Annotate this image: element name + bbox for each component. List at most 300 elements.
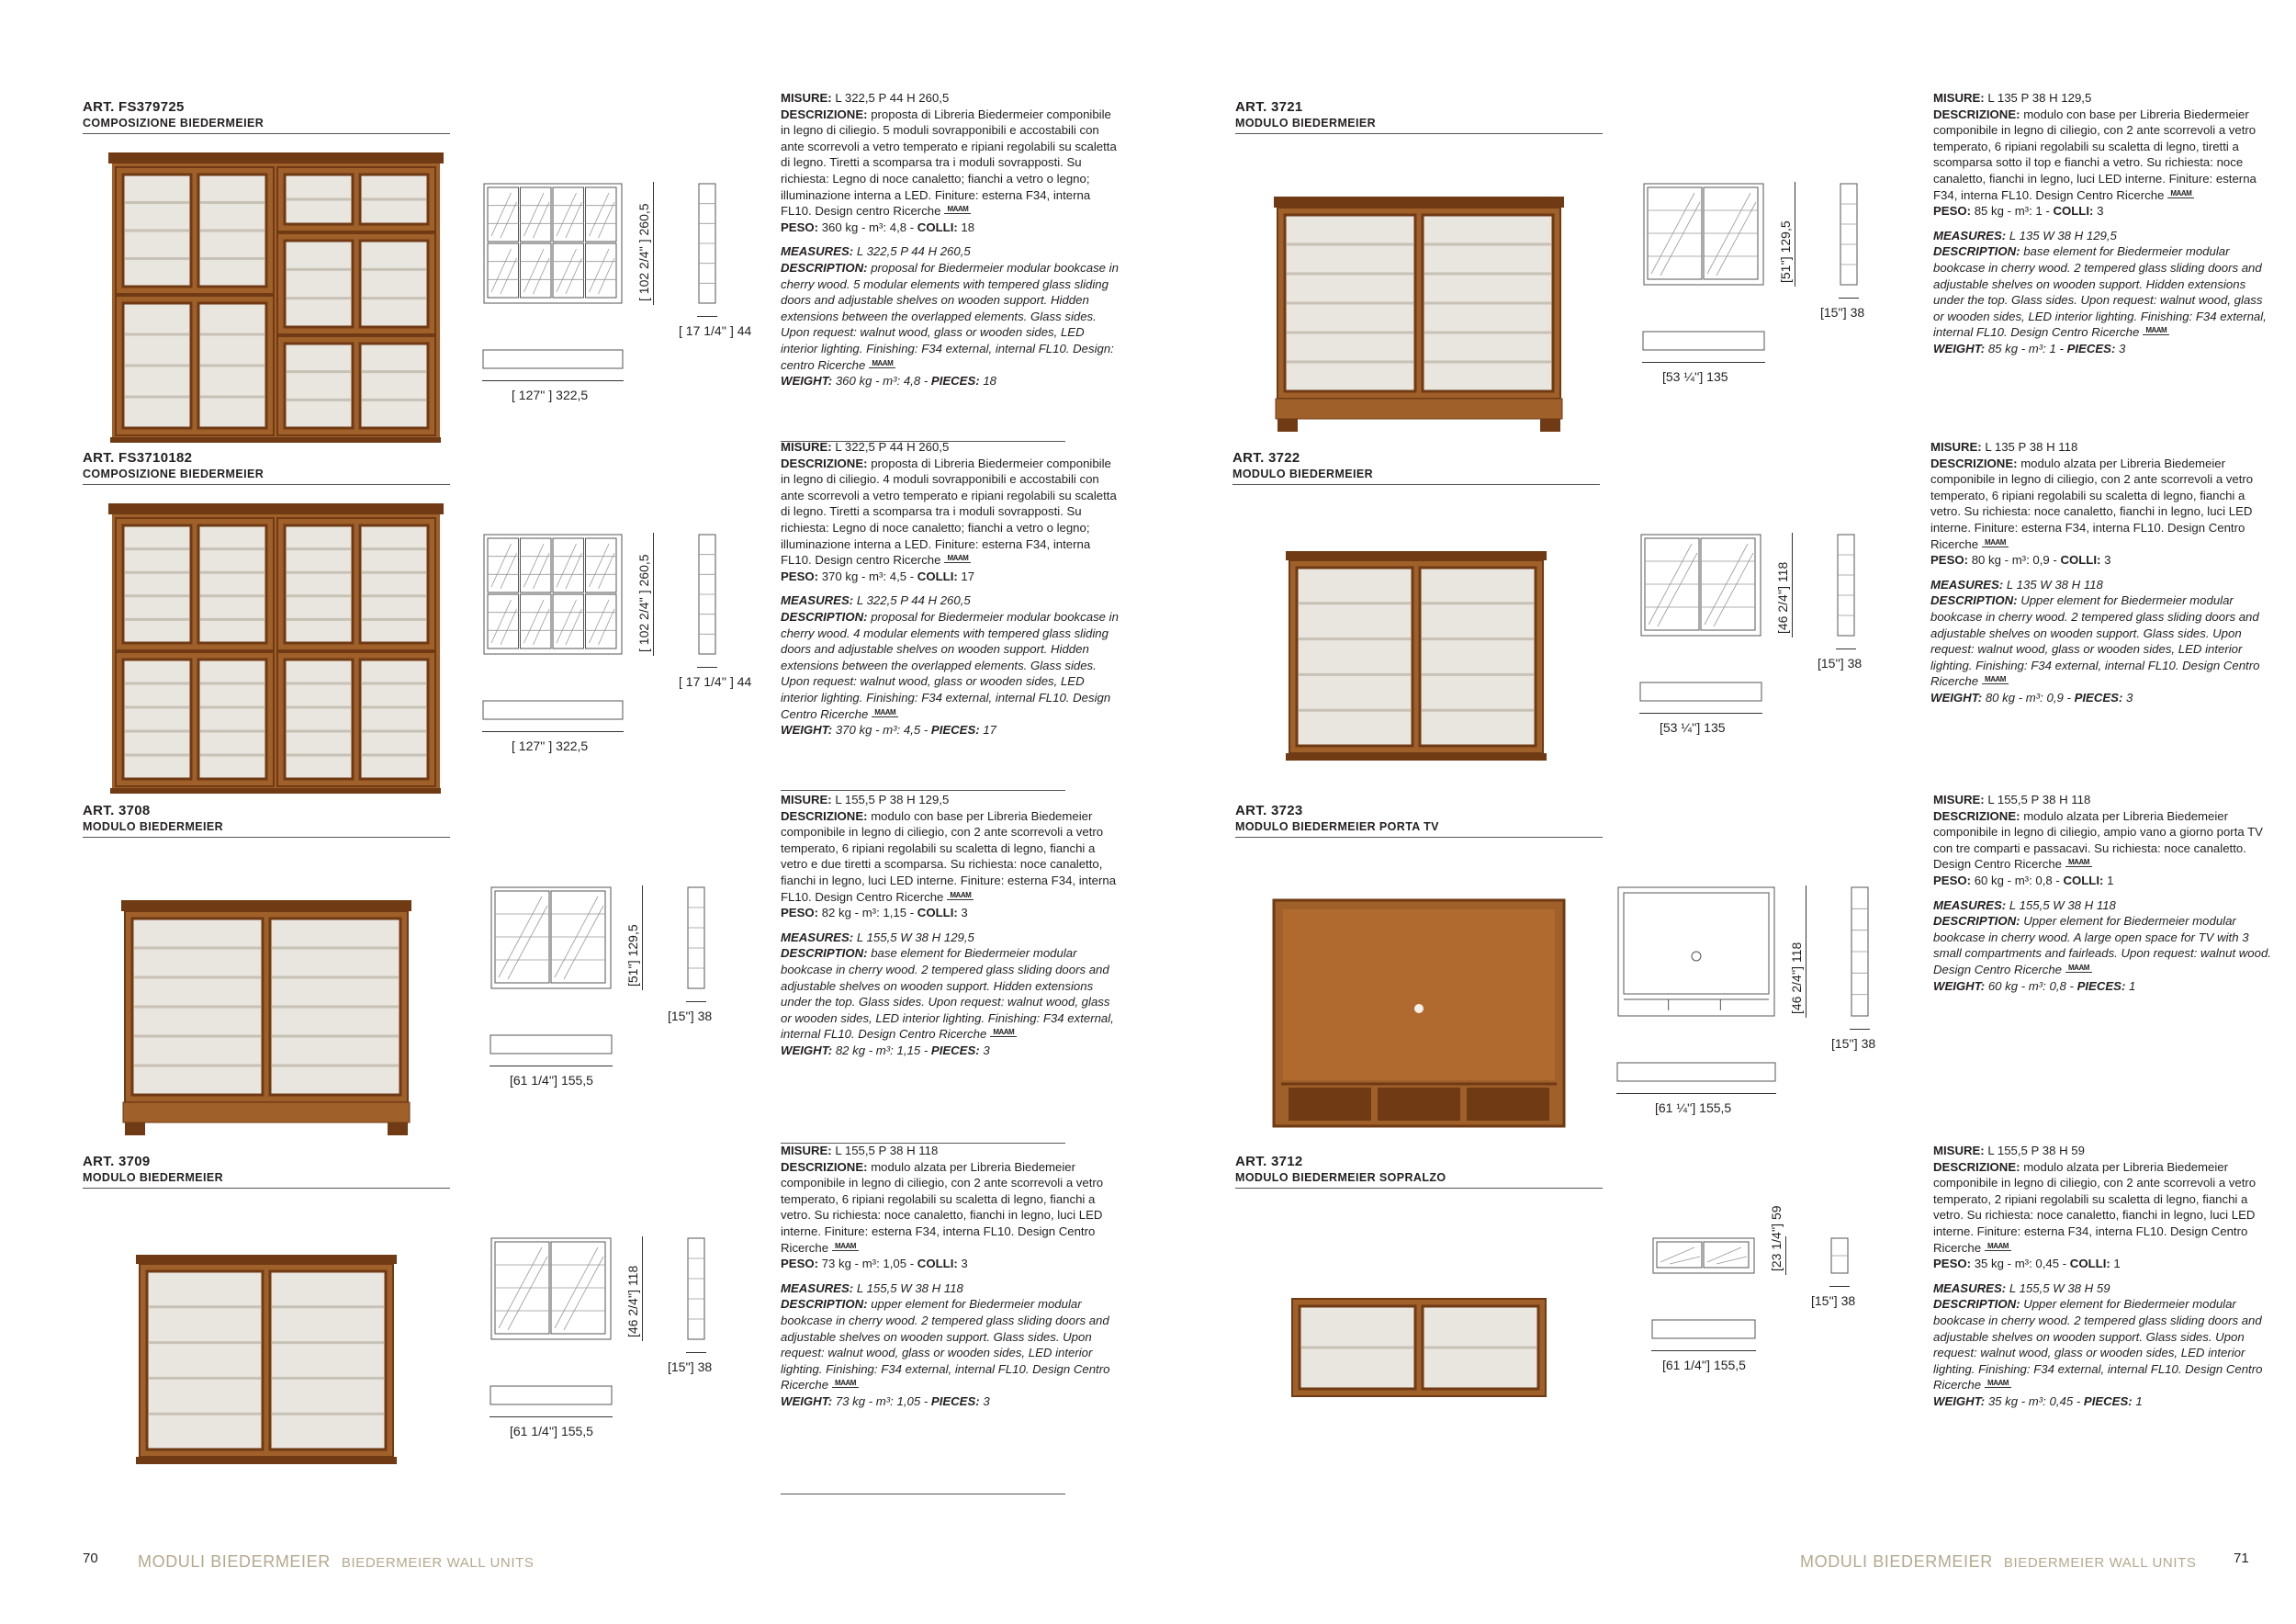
title-rule (1235, 1188, 1603, 1189)
spec-value: 85 kg - m³: 1 - (1987, 341, 2067, 355)
spec-label: MEASURES: (1930, 577, 2004, 592)
side-elevation-drawing (697, 533, 717, 660)
spec-value: L 155,5 P 38 H 118 (835, 1144, 939, 1157)
depth-dim-line (1836, 648, 1856, 649)
article-subtitle: COMPOSIZIONE BIEDERMEIER (83, 468, 264, 480)
spec-label: MEASURES: (781, 930, 854, 944)
spec-value: L 322,5 P 44 H 260,5 (835, 91, 950, 105)
spec-value: 360 kg - m³: 4,8 - (835, 374, 931, 389)
spec-label: WEIGHT: (1933, 341, 1986, 355)
product-entry (83, 1144, 1111, 1507)
spec-line (1933, 1280, 2273, 1297)
spec-line (1930, 552, 2270, 569)
page-number-right: 71 (2234, 1551, 2249, 1566)
spec-label: WEIGHT: (781, 374, 833, 389)
maam-logo: MAAM (944, 555, 971, 563)
side-elevation-drawing (1839, 182, 1859, 291)
width-dimension: [ 127'' ] 322,5 (512, 739, 589, 753)
spec-line (781, 792, 1120, 808)
spec-label: COLLI: (917, 569, 958, 583)
front-elevation-drawing (1642, 182, 1765, 291)
front-elevation-drawing (1639, 533, 1762, 642)
footer-section-en: BIEDERMEIER WALL UNITS (2003, 1555, 2197, 1571)
product-entry (83, 793, 1117, 1156)
spec-label: DESCRIZIONE: (1933, 1159, 2020, 1174)
spec-label: PIECES: (2083, 1393, 2133, 1408)
spec-label: COLLI: (917, 1257, 958, 1271)
spec-line (781, 456, 1120, 569)
spec-label: MISURE: (781, 793, 832, 806)
spec-line (781, 1143, 1120, 1159)
maam-logo: MAAM (1985, 1380, 2011, 1388)
spec-line (1930, 456, 2270, 553)
spec-line (1933, 203, 2273, 220)
product-description (1930, 439, 2270, 706)
depth-dimension: [15''] 38 (1818, 656, 1863, 671)
maam-logo: MAAM (1985, 1243, 2011, 1251)
depth-dimension: [15''] 38 (1831, 1036, 1876, 1051)
height-dim-line (1785, 1236, 1786, 1275)
spec-line (781, 373, 1120, 389)
width-dimension: [61 1/4''] 155,5 (510, 1073, 593, 1088)
spec-line (781, 439, 1120, 456)
product-entry (83, 440, 1119, 804)
spec-label: PESO: (1933, 1257, 1972, 1271)
spec-label: DESCRIZIONE: (1933, 808, 2020, 823)
spec-value: 80 kg - m³: 0,9 - (1971, 553, 2061, 568)
product-photo (83, 847, 450, 1155)
spec-value: 3 (983, 1393, 990, 1408)
width-dimension: [53 ¼''] 135 (1662, 369, 1728, 384)
title-rule (83, 484, 450, 485)
spec-line (1933, 1256, 2273, 1272)
maam-logo: MAAM (872, 709, 898, 717)
spec-value: 370 kg - m³: 4,5 - (821, 569, 917, 583)
spec-label: MISURE: (781, 440, 832, 454)
spec-label: DESCRIZIONE: (781, 456, 868, 470)
width-dimension: [61 1/4''] 155,5 (510, 1424, 593, 1438)
product-entry (1235, 1144, 2264, 1507)
height-dimension: [46 2/4''] 118 (1775, 561, 1790, 634)
article-subtitle: MODULO BIEDERMEIER PORTA TV (1235, 820, 1439, 833)
depth-dimension: [15''] 38 (1811, 1293, 1856, 1308)
article-code: ART. 3708 (83, 803, 151, 818)
spec-value: proposta di Libreria Biedermeier componibile in legno di ciliegio. 4 moduli sovrapponibili e accostabili con ante scorrevoli a vetro temperato e ripiani regolabili su scaletta di legno. Tiretti a scomparsa tra i moduli sovrapposti. Su richiesta: Legno di noce canaletto; fianchi a vetro o legno; illuminazione interna a LED. Finiture: esterna F34, interna FL10. Design centro Ricerche (781, 456, 1117, 568)
depth-dim-line (686, 1001, 706, 1002)
width-dimension: [53 ¼''] 135 (1660, 720, 1726, 735)
spec-line (781, 90, 1120, 107)
spec-value: L 135 P 38 H 118 (1985, 440, 2078, 454)
spec-label: WEIGHT: (781, 723, 833, 738)
spec-value: 73 kg - m³: 1,05 - (835, 1393, 931, 1408)
product-entry (1235, 793, 2271, 1156)
spec-line (1933, 897, 2273, 914)
article-subtitle: MODULO BIEDERMEIER (1232, 468, 1374, 480)
spec-value: L 322,5 P 44 H 260,5 (856, 593, 971, 608)
height-dim-line (653, 182, 654, 305)
depth-dim-line (1850, 1029, 1870, 1030)
spec-label: PIECES: (2074, 690, 2123, 705)
product-description (1933, 90, 2273, 357)
spec-line (1933, 228, 2273, 244)
spec-value: L 155,5 P 38 H 118 (1987, 793, 2091, 806)
side-elevation-drawing (686, 885, 706, 995)
width-dimension: [ 127'' ] 322,5 (512, 388, 589, 402)
spec-label: WEIGHT: (1933, 978, 1986, 993)
front-elevation-drawing (490, 885, 613, 995)
spec-label: MEASURES: (781, 244, 854, 259)
plan-view-drawing (1651, 1319, 1756, 1344)
spec-line (781, 905, 1120, 921)
spec-line (1930, 592, 2270, 690)
spec-value: L 135 P 38 H 129,5 (1987, 91, 2092, 105)
product-photo (1232, 494, 1600, 802)
height-dimension: [ 102 2/4'' ] 260,5 (636, 203, 651, 301)
spec-value: L 135 W 38 H 118 (2006, 577, 2103, 592)
footer-section-left (138, 1552, 534, 1572)
spec-value: 17 (983, 723, 997, 738)
spec-line (781, 243, 1120, 260)
spec-label: DESCRIPTION: (781, 260, 868, 275)
spec-line (781, 107, 1120, 220)
spec-label: PIECES: (930, 1043, 980, 1057)
side-elevation-drawing (686, 1236, 706, 1346)
plan-view-drawing (482, 349, 624, 374)
spec-line (1933, 1296, 2273, 1393)
spec-label: PESO: (781, 569, 819, 583)
side-elevation-drawing (1829, 1236, 1850, 1280)
height-dimension: [46 2/4''] 118 (1789, 942, 1804, 1014)
width-dim-line (482, 731, 624, 732)
spec-value: 35 kg - m³: 0,45 - (1974, 1257, 2070, 1271)
spec-value: modulo alzata per Libreria Biedemeier componibile in legno di ciliegio, ampio vano a giorno porta TV con tre comparti e passacavi. Su richiesta: noce canaletto. Design Centro Ricerche (1933, 808, 2263, 872)
spec-line (1930, 439, 2270, 456)
maam-logo: MAAM (2065, 859, 2092, 867)
front-elevation-drawing (482, 182, 624, 310)
spec-value: 3 (961, 1257, 968, 1271)
depth-dimension: [ 17 1/4'' ] 44 (679, 674, 752, 689)
footer-section-en: BIEDERMEIER WALL UNITS (341, 1555, 535, 1571)
spec-label: DESCRIPTION: (1933, 914, 2020, 929)
depth-dim-line (1839, 298, 1859, 299)
spec-line (781, 1393, 1120, 1410)
spec-label: DESCRIPTION: (781, 946, 868, 961)
title-rule (1235, 837, 1603, 838)
article-subtitle: MODULO BIEDERMEIER (83, 1171, 224, 1184)
spec-value: Upper element for Biedermeier modular bookcase in cherry wood. 2 tempered glass sliding doors and adjustable shelves on wooden support. Glass sides. Upon request: walnut wood, glass or wooden sides, LED interior lighting. Finishing: F34 external, internal FL10. Design Centro Ricerche (1930, 593, 2260, 689)
spec-label: MISURE: (781, 1144, 832, 1157)
product-description (781, 1143, 1120, 1410)
spec-label: DESCRIZIONE: (781, 107, 868, 121)
spec-label: MISURE: (781, 91, 832, 105)
spec-line (781, 930, 1120, 946)
plan-view-drawing (490, 1385, 613, 1410)
height-dimension: [51''] 129,5 (625, 924, 640, 987)
width-dim-line (482, 380, 624, 381)
spacer (781, 921, 1120, 930)
spacer (1933, 220, 2273, 228)
article-subtitle: MODULO BIEDERMEIER SOPRALZO (1235, 1171, 1446, 1184)
spec-line (1933, 243, 2273, 341)
product-description (781, 792, 1120, 1059)
title-rule (83, 133, 450, 134)
spec-label: MEASURES: (1933, 228, 2007, 242)
article-code: ART. 3722 (1232, 450, 1300, 466)
spec-label: DESCRIPTION: (781, 1297, 868, 1312)
product-photo (83, 1198, 450, 1506)
depth-dimension: [ 17 1/4'' ] 44 (679, 323, 752, 338)
maam-logo: MAAM (1982, 539, 2009, 547)
plan-view-drawing (1639, 682, 1762, 706)
spec-label: MISURE: (1930, 440, 1982, 454)
depth-dim-line (697, 667, 717, 668)
side-elevation-drawing (697, 182, 717, 310)
spec-value: 73 kg - m³: 1,05 - (821, 1257, 917, 1271)
height-dim-line (1792, 533, 1793, 637)
footer-section-it: MODULI BIEDERMEIER (1800, 1552, 1993, 1571)
spec-value: 1 (2135, 1393, 2143, 1408)
spec-value: L 155,5 W 38 H 129,5 (856, 930, 974, 944)
spec-value: 17 (961, 569, 975, 583)
maam-logo: MAAM (2167, 190, 2194, 198)
spec-value: 3 (961, 906, 968, 920)
width-dimension: [61 ¼''] 155,5 (1655, 1100, 1732, 1115)
side-elevation-drawing (1850, 885, 1870, 1022)
spec-value: 3 (2097, 204, 2104, 219)
depth-dim-line (686, 1352, 706, 1353)
spec-label: WEIGHT: (781, 1043, 833, 1057)
width-dimension: [61 1/4''] 155,5 (1662, 1358, 1746, 1372)
product-description (1933, 1143, 2273, 1410)
spec-line (1930, 577, 2270, 593)
spec-label: PESO: (1933, 873, 1972, 887)
spec-value: base element for Biedermeier modular bookcase in cherry wood. 2 tempered glass sliding doors and adjustable shelves on wooden support. Hidden extensions under the top. Glass sides. Upon request: walnut wood, glass or wooden sides, LED interior lighting. Finishing: F34 external, internal FL10. Design Centro Ricerche (781, 946, 1114, 1042)
spec-value: 3 (983, 1043, 990, 1057)
spec-value: 3 (2126, 690, 2133, 705)
spec-line (781, 1043, 1120, 1059)
maam-logo: MAAM (1982, 676, 2009, 684)
width-dim-line (1651, 1350, 1756, 1351)
spec-label: DESCRIPTION: (1933, 1297, 2020, 1312)
spec-value: modulo alzata per Libreria Biedemeier componibile in legno di ciliegio, con 2 ante scorrevoli a vetro temperato, 2 ripiani regolabili su scaletta di legno, fianchi a vetro. Su richiesta: noce canaletto, fianchi in legno, luci LED interne. Finiture: esterna F34, interna FL10. Design Centro Ricerche (1933, 1159, 2257, 1255)
product-description (781, 90, 1120, 389)
article-code: ART. 3712 (1235, 1154, 1303, 1169)
spec-line (781, 722, 1120, 739)
article-subtitle: MODULO BIEDERMEIER (1235, 117, 1377, 130)
height-dim-line (642, 885, 643, 990)
spacer (1933, 1272, 2273, 1280)
maam-logo: MAAM (869, 360, 895, 368)
spec-label: COLLI: (2060, 553, 2101, 568)
spec-value: 360 kg - m³: 4,8 - (821, 220, 917, 234)
width-dim-line (490, 1416, 613, 1417)
height-dimension: [23 1/4''] 59 (1769, 1205, 1784, 1271)
product-photo (1235, 1198, 1603, 1506)
spec-value: 3 (2104, 553, 2111, 568)
spec-value: proposta di Libreria Biedermeier componibile in legno di ciliegio. 5 moduli sovrapponibili e accostabili con ante scorrevoli a vetro temperato e ripiani regolabili su scaletta di legno. Tiretti a scomparsa tra i moduli sovrapposti. Su richiesta: Legno di noce canaletto; fianchi a vetro o legno; illuminazione interna a LED. Finiture: esterna F34, interna FL10. Design centro Ricerche (781, 107, 1117, 219)
maam-logo: MAAM (2143, 327, 2169, 335)
spec-label: MEASURES: (1933, 897, 2007, 912)
spec-value: modulo alzata per Libreria Biedemeier componibile in legno di ciliegio, con 2 ante scorrevoli a vetro temperato, 6 ripiani regolabili su scaletta di legno, fianchi a vetro. Su richiesta: noce canaletto, fianchi in legno, luci LED interne. Finiture: esterna F34, interna FL10. Design Centro Ricerche (1930, 456, 2254, 551)
spec-label: PESO: (1930, 553, 1969, 568)
height-dimension: [ 102 2/4'' ] 260,5 (636, 554, 651, 652)
spec-label: PIECES: (2066, 341, 2116, 355)
spec-value: 60 kg - m³: 0,8 - (1987, 978, 2077, 993)
spec-label: MEASURES: (1933, 1280, 2007, 1295)
spec-value: 82 kg - m³: 1,15 - (821, 906, 917, 920)
spec-value: 85 kg - m³: 1 - (1974, 204, 2054, 219)
spec-value: 370 kg - m³: 4,5 - (835, 723, 931, 738)
front-elevation-drawing (490, 1236, 613, 1346)
spec-line (1933, 341, 2273, 357)
product-description (1933, 792, 2273, 994)
spec-value: 1 (2129, 978, 2136, 993)
spec-label: PIECES: (2077, 978, 2126, 993)
footer-section-it: MODULI BIEDERMEIER (138, 1552, 331, 1571)
spec-line (781, 1159, 1120, 1257)
spec-label: WEIGHT: (1933, 1393, 1986, 1408)
spec-label: MISURE: (1933, 793, 1985, 806)
plan-view-drawing (1616, 1062, 1776, 1087)
depth-dim-line (1829, 1286, 1850, 1287)
spec-line (781, 945, 1120, 1043)
spec-label: COLLI: (2063, 873, 2104, 887)
height-dim-line (642, 1236, 643, 1341)
spec-line (1933, 1143, 2273, 1159)
spec-label: DESCRIZIONE: (781, 808, 868, 823)
maam-logo: MAAM (944, 206, 971, 214)
product-entry (1235, 91, 2267, 453)
spec-label: DESCRIPTION: (1930, 593, 2018, 608)
spec-value: 18 (961, 220, 975, 234)
article-code: ART. FS379725 (83, 99, 185, 115)
depth-dimension: [15''] 38 (1820, 305, 1865, 320)
article-code: ART. 3723 (1235, 803, 1303, 818)
spec-line (1933, 978, 2273, 995)
spec-value: modulo alzata per Libreria Biedemeier componibile in legno di ciliegio, con 2 ante scorrevoli a vetro temperato, 6 ripiani regolabili su scaletta di legno, fianchi a vetro. Su richiesta: noce canaletto, fianchi in legno, luci LED interne. Finiture: esterna F34, interna FL10. Design Centro Ricerche (781, 1159, 1104, 1255)
spec-value: 82 kg - m³: 1,15 - (835, 1043, 931, 1057)
spec-line (781, 220, 1120, 236)
spec-value: L 322,5 P 44 H 260,5 (835, 440, 950, 454)
spec-value: 35 kg - m³: 0,45 - (1987, 1393, 2084, 1408)
spec-line (1933, 808, 2273, 873)
front-elevation-drawing (1616, 885, 1776, 1022)
front-elevation-drawing (1651, 1236, 1756, 1280)
article-subtitle: MODULO BIEDERMEIER (83, 820, 224, 833)
spec-label: MISURE: (1933, 1144, 1985, 1157)
spacer (1933, 889, 2273, 897)
article-code: ART. FS3710182 (83, 450, 193, 466)
spec-value: modulo con base per Libreria Biedermeier componibile in legno di ciliegio, con 2 ante scorrevoli a vetro temperato, 6 ripiani regolabili su scaletta di legno, tiretti a scomparsa sotto il top e fianchi a vetro. Su richiesta: noce canaletto, fianchi in legno, luci LED interne. Finiture: esterna F34, interna FL10. Design Centro Ricerche (1933, 107, 2257, 202)
spec-value: L 155,5 P 38 H 59 (1987, 1144, 2085, 1157)
title-rule (1235, 133, 1603, 134)
spec-value: proposal for Biedermeier modular bookcase in cherry wood. 5 modular elements with tempered glass sliding doors and adjustable shelves on wooden support. Hidden extensions between the overlapped elements. Glass sides. Upon request: walnut wood, glass or wooden sides, LED interior lighting. Finishing: F34 external, internal FL10. Design: centro Ricerche (781, 260, 1119, 372)
height-dimension: [51''] 129,5 (1778, 220, 1793, 283)
spec-label: COLLI: (917, 220, 958, 234)
footer-section-right (1800, 1552, 2196, 1572)
spec-line (781, 1296, 1120, 1393)
spec-line (781, 808, 1120, 906)
spec-value: Upper element for Biedermeier modular bookcase in cherry wood. 2 tempered glass sliding doors and adjustable shelves on wooden support. Glass sides. Upon request: walnut wood, glass or wooden sides, LED interior lighting. Finishing: F34 external, internal FL10. Design Centro Ricerche (1933, 1297, 2263, 1393)
spec-value: Upper element for Biedermeier modular bookcase in cherry wood. A large open space for TV with 3 small compartments and fairleads. Upon request: walnut wood. Design Centro Ricerche (1933, 914, 2271, 976)
side-elevation-drawing (1836, 533, 1856, 642)
spec-value: L 155,5 P 38 H 129,5 (835, 793, 950, 806)
spec-label: DESCRIZIONE: (781, 1159, 868, 1174)
plan-view-drawing (1642, 331, 1765, 355)
spec-value: 1 (2107, 873, 2114, 887)
width-dim-line (1642, 362, 1765, 363)
spec-line (1933, 1159, 2273, 1257)
spec-value: modulo con base per Libreria Biedemeier componibile in legno di ciliegio, con 2 ante scorrevoli a vetro temperato, 6 ripiani regolabili su scaletta di legno, fianchi a vetro e due tiretti a scomparsa. Su richiesta: noce canaletto, fianchi in legno, luci LED interne. Finiture: esterna F34, interna FL10. Design Centro Ricerche (781, 808, 1117, 904)
spec-value: 80 kg - m³: 0,9 - (1985, 690, 2075, 705)
spec-label: PIECES: (930, 374, 980, 389)
product-entry (1232, 440, 2261, 804)
spec-value: L 155,5 W 38 H 118 (2009, 897, 2116, 912)
spec-value: upper element for Biedermeier modular bookcase in cherry wood. 2 tempered glass sliding doors and adjustable shelves on wooden support. Glass sides. Upon request: walnut wood, glass or wooden sides, LED interior lighting. Finishing: F34 external, internal FL10. Design Centro Ricerche (781, 1297, 1110, 1393)
spec-line (1933, 107, 2273, 204)
spec-label: PESO: (781, 1257, 819, 1271)
spacer (781, 584, 1120, 592)
spec-value: L 155,5 W 38 H 59 (2009, 1280, 2110, 1295)
spec-value: 60 kg - m³: 0,8 - (1974, 873, 2064, 887)
depth-dimension: [15''] 38 (668, 1009, 713, 1023)
product-entry (83, 91, 1119, 453)
spec-label: PIECES: (930, 1393, 980, 1408)
spec-value: L 155,5 W 38 H 118 (856, 1280, 963, 1295)
spec-value: 3 (2119, 341, 2126, 355)
spec-label: MISURE: (1933, 91, 1985, 105)
spec-line (781, 1256, 1120, 1272)
spacer (1930, 569, 2270, 577)
spec-value: proposal for Biedermeier modular bookcase in cherry wood. 4 modular elements with tempered glass sliding doors and adjustable shelves on wooden support. Hidden extensions between the overlapped elements. Glass sides. Upon request: walnut wood, glass or wooden sides, LED interior lighting. Finishing: F34 external, internal FL10. Design Centro Ricerche (781, 609, 1119, 721)
spec-label: COLLI: (2069, 1257, 2110, 1271)
plan-view-drawing (490, 1034, 613, 1059)
spec-value: 1 (2113, 1257, 2121, 1271)
product-photo (1235, 143, 1603, 451)
spec-value: L 135 W 38 H 129,5 (2009, 228, 2117, 242)
spec-label: DESCRIPTION: (1933, 244, 2020, 259)
width-dim-line (1639, 713, 1762, 714)
spec-label: DESCRIZIONE: (1930, 456, 2018, 470)
front-elevation-drawing (482, 533, 624, 660)
spec-label: DESCRIPTION: (781, 609, 868, 624)
title-rule (1232, 484, 1600, 485)
depth-dimension: [15''] 38 (668, 1359, 713, 1374)
spec-label: PESO: (781, 906, 819, 920)
spacer (781, 1272, 1120, 1280)
spec-line (781, 592, 1120, 609)
spec-line (781, 1280, 1120, 1297)
article-subtitle: COMPOSIZIONE BIEDERMEIER (83, 117, 264, 130)
spec-label: PESO: (781, 220, 819, 234)
spec-line (1933, 913, 2273, 977)
spec-value: base element for Biedermeier modular bookcase in cherry wood. 2 tempered glass sliding doors and adjustable shelves on wooden support. Hidden extensions under the top. Glass sides. Upon request: walnut wood, glass or wooden sides, LED interior lighting. Finishing: F34 external, internal FL10. Design Centro Ricerche (1933, 244, 2267, 340)
spec-line (1933, 90, 2273, 107)
spec-line (781, 260, 1120, 373)
spec-label: PESO: (1933, 204, 1972, 219)
product-photo (83, 494, 450, 802)
spacer (781, 235, 1120, 243)
article-code: ART. 3721 (1235, 99, 1303, 115)
maam-logo: MAAM (832, 1380, 859, 1388)
title-rule (83, 837, 450, 838)
maam-logo: MAAM (832, 1243, 859, 1251)
spec-line (781, 609, 1120, 722)
spec-label: DESCRIZIONE: (1933, 107, 2020, 121)
maam-logo: MAAM (2065, 964, 2092, 973)
depth-dim-line (697, 316, 717, 317)
spec-line (1933, 873, 2273, 889)
